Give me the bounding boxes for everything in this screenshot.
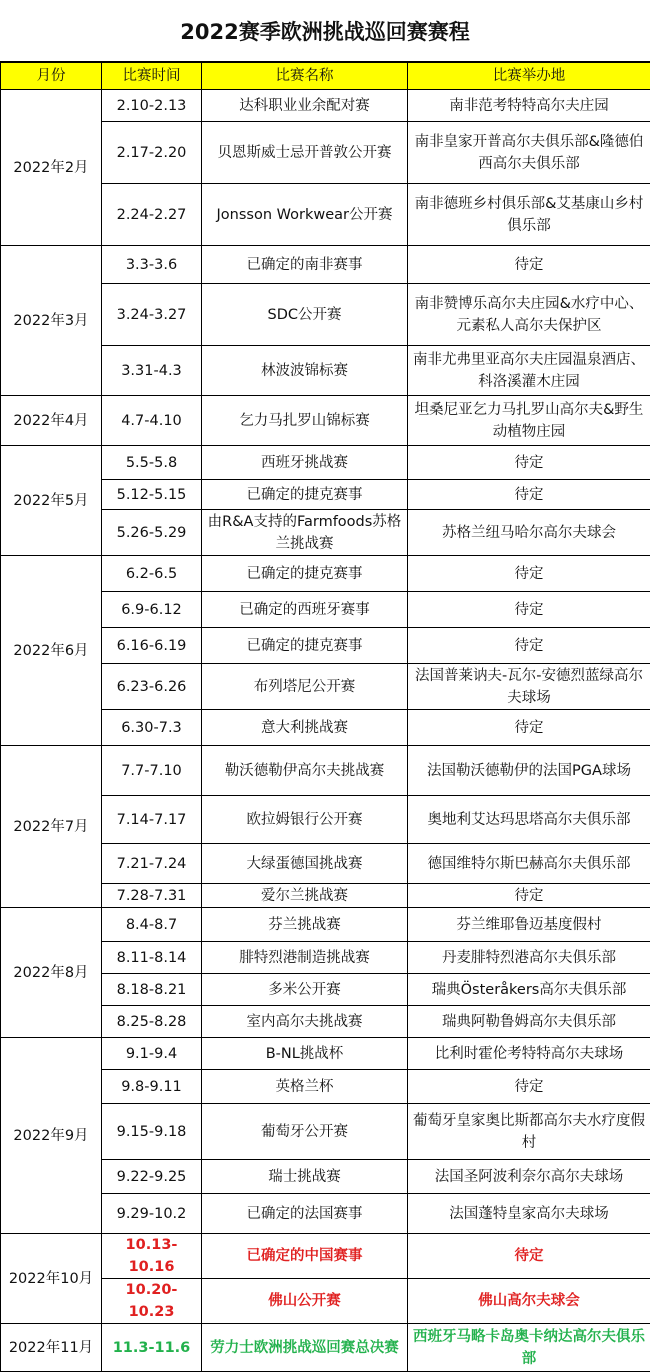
- table-row: [1, 1234, 650, 1279]
- table-row: [1, 556, 650, 592]
- event-name-cell: 已确定的南非赛事: [202, 246, 408, 284]
- venue-cell: 芬兰维耶鲁迈基度假村: [408, 908, 650, 942]
- event-name-cell: Jonsson Workwear公开赛: [202, 184, 408, 246]
- venue-cell: 南非范考特特高尔夫庄园: [408, 90, 650, 122]
- venue-cell: 奥地利艾达玛思塔高尔夫俱乐部: [408, 796, 650, 844]
- event-name-cell: 多米公开赛: [202, 974, 408, 1006]
- table-body: [1, 90, 650, 1372]
- table-row: [1, 396, 650, 446]
- table-row: [1, 1038, 650, 1070]
- event-name-cell: 已确定的西班牙赛事: [202, 592, 408, 628]
- date-cell: 10.13-10.16: [102, 1234, 202, 1279]
- event-name-cell: 室内高尔夫挑战赛: [202, 1006, 408, 1038]
- header-date: 比赛时间: [102, 63, 202, 90]
- event-name-cell: 勒沃德勒伊高尔夫挑战赛: [202, 746, 408, 796]
- event-name-cell: 西班牙挑战赛: [202, 446, 408, 480]
- venue-cell: 瑞典Österåkers高尔夫俱乐部: [408, 974, 650, 1006]
- date-cell: 4.7-4.10: [102, 396, 202, 446]
- date-cell: 2.17-2.20: [102, 122, 202, 184]
- event-name-cell: 腓特烈港制造挑战赛: [202, 942, 408, 974]
- header-name: 比赛名称: [202, 63, 408, 90]
- month-cell: 2022年5月: [1, 446, 102, 556]
- month-cell: 2022年3月: [1, 246, 102, 396]
- venue-cell: 待定: [408, 446, 650, 480]
- date-cell: 9.22-9.25: [102, 1160, 202, 1194]
- venue-cell: 法国勒沃德勒伊的法国PGA球场: [408, 746, 650, 796]
- month-cell: 2022年7月: [1, 746, 102, 908]
- event-name-cell: 葡萄牙公开赛: [202, 1104, 408, 1160]
- table-header-row: [1, 63, 650, 90]
- venue-cell: 丹麦腓特烈港高尔夫俱乐部: [408, 942, 650, 974]
- month-cell: 2022年11月: [1, 1324, 102, 1372]
- event-name-cell: 劳力士欧洲挑战巡回赛总决赛: [202, 1324, 408, 1372]
- event-name-cell: 布列塔尼公开赛: [202, 664, 408, 710]
- venue-cell: 葡萄牙皇家奥比斯都高尔夫水疗度假村: [408, 1104, 650, 1160]
- venue-cell: 法国蓬特皇家高尔夫球场: [408, 1194, 650, 1234]
- event-name-cell: 林波波锦标赛: [202, 346, 408, 396]
- venue-cell: 瑞典阿勒鲁姆高尔夫俱乐部: [408, 1006, 650, 1038]
- event-name-cell: 达科职业业余配对赛: [202, 90, 408, 122]
- venue-cell: 南非皇家开普高尔夫俱乐部&隆德伯西高尔夫俱乐部: [408, 122, 650, 184]
- event-name-cell: 已确定的捷克赛事: [202, 628, 408, 664]
- event-name-cell: 贝恩斯威士忌开普敦公开赛: [202, 122, 408, 184]
- venue-cell: 苏格兰纽马哈尔高尔夫球会: [408, 510, 650, 556]
- header-venue: 比赛举办地: [408, 63, 650, 90]
- month-cell: 2022年9月: [1, 1038, 102, 1234]
- table-row: [1, 246, 650, 284]
- event-name-cell: 已确定的捷克赛事: [202, 480, 408, 510]
- page-title: 2022赛季欧洲挑战巡回赛赛程: [0, 0, 650, 62]
- event-name-cell: 大绿蛋德国挑战赛: [202, 844, 408, 884]
- event-name-cell: 英格兰杯: [202, 1070, 408, 1104]
- event-name-cell: 芬兰挑战赛: [202, 908, 408, 942]
- date-cell: 6.2-6.5: [102, 556, 202, 592]
- venue-cell: 待定: [408, 628, 650, 664]
- venue-cell: 待定: [408, 884, 650, 908]
- venue-cell: 坦桑尼亚乞力马扎罗山高尔夫&野生动植物庄园: [408, 396, 650, 446]
- event-name-cell: 瑞士挑战赛: [202, 1160, 408, 1194]
- venue-cell: 待定: [408, 1234, 650, 1279]
- venue-cell: 南非德班乡村俱乐部&艾基康山乡村俱乐部: [408, 184, 650, 246]
- event-name-cell: 已确定的中国赛事: [202, 1234, 408, 1279]
- venue-cell: 待定: [408, 592, 650, 628]
- date-cell: 11.3-11.6: [102, 1324, 202, 1372]
- schedule-table: [0, 62, 650, 1372]
- venue-cell: 德国维特尔斯巴赫高尔夫俱乐部: [408, 844, 650, 884]
- date-cell: 10.20-10.23: [102, 1279, 202, 1324]
- venue-cell: 佛山高尔夫球会: [408, 1279, 650, 1324]
- date-cell: 8.4-8.7: [102, 908, 202, 942]
- date-cell: 9.15-9.18: [102, 1104, 202, 1160]
- event-name-cell: 已确定的法国赛事: [202, 1194, 408, 1234]
- header-month: 月份: [1, 63, 102, 90]
- date-cell: 5.26-5.29: [102, 510, 202, 556]
- date-cell: 6.16-6.19: [102, 628, 202, 664]
- table-row: [1, 90, 650, 122]
- date-cell: 3.31-4.3: [102, 346, 202, 396]
- date-cell: 7.28-7.31: [102, 884, 202, 908]
- venue-cell: 待定: [408, 480, 650, 510]
- date-cell: 8.25-8.28: [102, 1006, 202, 1038]
- date-cell: 3.24-3.27: [102, 284, 202, 346]
- event-name-cell: 已确定的捷克赛事: [202, 556, 408, 592]
- venue-cell: 待定: [408, 710, 650, 746]
- venue-cell: 比利时霍伦考特特高尔夫球场: [408, 1038, 650, 1070]
- date-cell: 3.3-3.6: [102, 246, 202, 284]
- event-name-cell: 乞力马扎罗山锦标赛: [202, 396, 408, 446]
- venue-cell: 法国普莱讷夫-瓦尔-安德烈蓝绿高尔夫球场: [408, 664, 650, 710]
- date-cell: 6.30-7.3: [102, 710, 202, 746]
- event-name-cell: 佛山公开赛: [202, 1279, 408, 1324]
- month-cell: 2022年4月: [1, 396, 102, 446]
- venue-cell: 待定: [408, 556, 650, 592]
- date-cell: 6.23-6.26: [102, 664, 202, 710]
- venue-cell: 待定: [408, 1070, 650, 1104]
- venue-cell: 待定: [408, 246, 650, 284]
- venue-cell: 法国圣阿波利奈尔高尔夫球场: [408, 1160, 650, 1194]
- event-name-cell: 意大利挑战赛: [202, 710, 408, 746]
- date-cell: 2.10-2.13: [102, 90, 202, 122]
- venue-cell: 西班牙马略卡岛奥卡纳达高尔夫俱乐部: [408, 1324, 650, 1372]
- date-cell: 5.12-5.15: [102, 480, 202, 510]
- date-cell: 7.14-7.17: [102, 796, 202, 844]
- event-name-cell: 爱尔兰挑战赛: [202, 884, 408, 908]
- date-cell: 7.7-7.10: [102, 746, 202, 796]
- date-cell: 9.8-9.11: [102, 1070, 202, 1104]
- month-cell: 2022年2月: [1, 90, 102, 246]
- event-name-cell: 由R&A支持的Farmfoods苏格兰挑战赛: [202, 510, 408, 556]
- month-cell: 2022年10月: [1, 1234, 102, 1324]
- date-cell: 9.29-10.2: [102, 1194, 202, 1234]
- event-name-cell: B-NL挑战杯: [202, 1038, 408, 1070]
- month-cell: 2022年8月: [1, 908, 102, 1038]
- date-cell: 6.9-6.12: [102, 592, 202, 628]
- venue-cell: 南非赞博乐高尔夫庄园&水疗中心、元素私人高尔夫保护区: [408, 284, 650, 346]
- month-cell: 2022年6月: [1, 556, 102, 746]
- date-cell: 2.24-2.27: [102, 184, 202, 246]
- table-row: [1, 746, 650, 796]
- date-cell: 8.18-8.21: [102, 974, 202, 1006]
- date-cell: 5.5-5.8: [102, 446, 202, 480]
- date-cell: 7.21-7.24: [102, 844, 202, 884]
- venue-cell: 南非尤弗里亚高尔夫庄园温泉酒店、科洛溪灌木庄园: [408, 346, 650, 396]
- date-cell: 9.1-9.4: [102, 1038, 202, 1070]
- table-row: [1, 446, 650, 480]
- table-row: [1, 908, 650, 942]
- event-name-cell: 欧拉姆银行公开赛: [202, 796, 408, 844]
- date-cell: 8.11-8.14: [102, 942, 202, 974]
- event-name-cell: SDC公开赛: [202, 284, 408, 346]
- table-row: [1, 1324, 650, 1372]
